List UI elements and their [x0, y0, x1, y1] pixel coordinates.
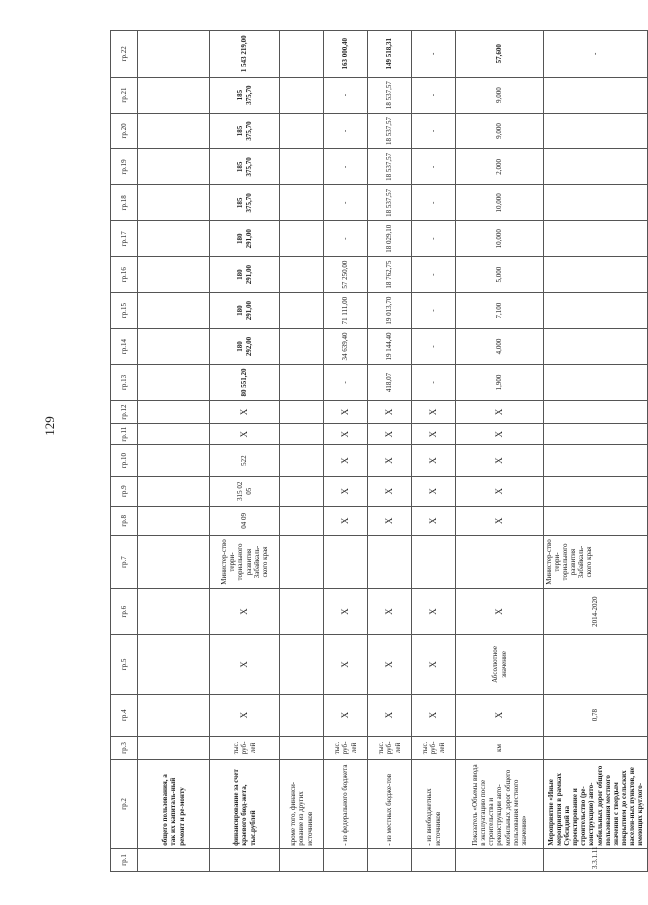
table-cell: X [456, 694, 544, 736]
table-cell: - [412, 364, 456, 400]
table-cell: X [324, 400, 368, 423]
table-cell [138, 400, 210, 423]
column-header: гр.4 [111, 694, 138, 736]
table-cell: тыс. руб-лей [368, 736, 412, 759]
table-cell [280, 329, 324, 365]
column-header: гр.5 [111, 635, 138, 694]
table-cell [544, 185, 648, 221]
column-header: гр.22 [111, 31, 138, 78]
table-cell: X [210, 588, 280, 634]
table-cell: X [324, 424, 368, 445]
table-cell: 180 292,00 [210, 329, 280, 365]
table-cell: X [368, 694, 412, 736]
table-cell: X [368, 424, 412, 445]
table-cell: X [412, 424, 456, 445]
table-cell: 18 537,57 [368, 185, 412, 221]
table-cell: 185 375,70 [210, 185, 280, 221]
table-cell: X [412, 635, 456, 694]
table-cell [138, 364, 210, 400]
column-header: гр.18 [111, 185, 138, 221]
table-cell: общего пользования, а так их капиталь-ный ремонт и ре-монту [138, 760, 210, 849]
table-cell: 0,78 [544, 694, 648, 736]
table-cell [544, 293, 648, 329]
table-cell [544, 445, 648, 477]
table-cell: X [456, 400, 544, 423]
table-cell [138, 635, 210, 694]
table-cell: 2,000 [456, 149, 544, 185]
table-cell [544, 221, 648, 257]
table-cell: 5,000 [456, 257, 544, 293]
table-cell [280, 77, 324, 113]
table-cell [544, 400, 648, 423]
table-cell [280, 364, 324, 400]
table-cell [280, 185, 324, 221]
table-cell: X [324, 476, 368, 506]
table-cell [544, 424, 648, 445]
table-viewport [110, 30, 644, 872]
table-cell: 185 375,70 [210, 149, 280, 185]
table-cell: 149 518,31 [368, 31, 412, 78]
table-cell: 163 000,40 [324, 31, 368, 78]
table-cell: 34 639,40 [324, 329, 368, 365]
table-cell: - [544, 31, 648, 78]
table-cell: X [368, 445, 412, 477]
table-cell [544, 476, 648, 506]
table-cell [544, 736, 648, 759]
table-cell [280, 506, 324, 536]
column-header: гр.9 [111, 476, 138, 506]
column-header: гр.6 [111, 588, 138, 634]
column-header: гр.21 [111, 77, 138, 113]
column-header: гр.3 [111, 736, 138, 759]
table-cell: - из федерального бюджета [324, 760, 368, 849]
table-cell [280, 476, 324, 506]
table-cell: 18 762,75 [368, 257, 412, 293]
table-cell [280, 848, 324, 871]
table-cell: X [324, 445, 368, 477]
table-cell: 57,600 [456, 31, 544, 78]
table-cell: - [412, 257, 456, 293]
table-cell: 180 291,00 [210, 221, 280, 257]
table-cell [138, 506, 210, 536]
table-cell [280, 293, 324, 329]
table-cell: 9,000 [456, 77, 544, 113]
table-cell: X [456, 588, 544, 634]
column-header: гр.2 [111, 760, 138, 849]
table-cell [280, 588, 324, 634]
table-cell [280, 400, 324, 423]
table-cell: 522 [210, 445, 280, 477]
table-cell [138, 113, 210, 149]
table-cell [324, 848, 368, 871]
table-cell [138, 149, 210, 185]
table-cell [280, 445, 324, 477]
table-cell: X [368, 635, 412, 694]
table-cell: 18 537,57 [368, 113, 412, 149]
table-cell: 18 537,57 [368, 77, 412, 113]
table-cell: 4,000 [456, 329, 544, 365]
table-cell: X [210, 635, 280, 694]
table-cell: - [324, 77, 368, 113]
header-row [111, 31, 138, 872]
table-cell [280, 536, 324, 589]
table-cell [138, 736, 210, 759]
table-cell [210, 848, 280, 871]
table-cell: X [412, 476, 456, 506]
table-cell: 418,07 [368, 364, 412, 400]
table-cell: - [412, 185, 456, 221]
table-cell: Абсолютное значение [456, 635, 544, 694]
table-row [368, 31, 412, 872]
table-cell: 18 029,10 [368, 221, 412, 257]
table-row [544, 31, 648, 872]
table-cell: тыс. руб-лей [324, 736, 368, 759]
table-cell [138, 31, 210, 78]
table-cell: 10,000 [456, 221, 544, 257]
table-cell: - из местных бюдже-тов [368, 760, 412, 849]
table-cell: - из внебюджетных источников [412, 760, 456, 849]
table-cell: 9,000 [456, 113, 544, 149]
table-cell: Министер-ство терри-ториального развития Забайкаль-ского края [544, 536, 648, 589]
table-cell: 57 250,00 [324, 257, 368, 293]
table-row [138, 31, 210, 872]
column-header: гр.20 [111, 113, 138, 149]
table-cell: X [324, 694, 368, 736]
table-cell [138, 257, 210, 293]
table-cell: - [412, 329, 456, 365]
table-cell: Министер-ство терри-ториального развития Забайкаль-ского края [210, 536, 280, 589]
table-cell: 71 111,00 [324, 293, 368, 329]
table-cell [138, 77, 210, 113]
table-cell: 180 291,00 [210, 257, 280, 293]
column-header: гр.8 [111, 506, 138, 536]
table-cell [280, 635, 324, 694]
table-cell: X [412, 588, 456, 634]
table-cell: 185 375,70 [210, 113, 280, 149]
column-header: гр.12 [111, 400, 138, 423]
table-cell: км [456, 736, 544, 759]
column-header: гр.13 [111, 364, 138, 400]
table-cell [368, 848, 412, 871]
table-cell: X [412, 400, 456, 423]
table-cell [544, 113, 648, 149]
table-cell: - [324, 149, 368, 185]
table-cell: 80 551,20 [210, 364, 280, 400]
table-cell: - [324, 113, 368, 149]
table-cell: 18 537,57 [368, 149, 412, 185]
table-row [280, 31, 324, 872]
table-cell [138, 329, 210, 365]
table-cell: тыс. руб-лей [412, 736, 456, 759]
table-cell: X [456, 424, 544, 445]
table-cell [280, 221, 324, 257]
table-cell: X [210, 694, 280, 736]
table-cell: Мероприятие «Иные мероприятия в рамках Субсидий на проектирование и строительство (ре-конструкцию) авто-мобильных дорог общего пользования местного значения с твердым покрытием до сельских населен-ных пунктов, не имеющих круглого- [544, 760, 648, 849]
table-row [210, 31, 280, 872]
table-cell: 04 09 [210, 506, 280, 536]
table-cell: 315 02 05 [210, 476, 280, 506]
table-cell: 1,900 [456, 364, 544, 400]
table-cell: тыс. руб-лей [210, 736, 280, 759]
table-cell: - [324, 221, 368, 257]
table-cell: 7,100 [456, 293, 544, 329]
table-cell: - [412, 77, 456, 113]
table-cell [280, 257, 324, 293]
table-cell [138, 424, 210, 445]
table-cell: X [324, 588, 368, 634]
column-header: гр.19 [111, 149, 138, 185]
table-cell [280, 149, 324, 185]
table-cell: - [412, 113, 456, 149]
table-cell: X [210, 424, 280, 445]
column-header: гр.11 [111, 424, 138, 445]
table-cell [138, 445, 210, 477]
program-table [110, 30, 648, 872]
table-row [456, 31, 544, 872]
table-cell: X [210, 400, 280, 423]
table-cell [138, 185, 210, 221]
table-cell: 10,000 [456, 185, 544, 221]
table-cell [280, 113, 324, 149]
table-cell [544, 329, 648, 365]
table-cell [138, 476, 210, 506]
table-cell [138, 293, 210, 329]
table-cell: - [324, 185, 368, 221]
table-cell: X [412, 694, 456, 736]
table-cell: 1 543 219,00 [210, 31, 280, 78]
column-header: гр.1 [111, 848, 138, 871]
table-cell: - [412, 293, 456, 329]
table-cell: - [412, 149, 456, 185]
table-row [412, 31, 456, 872]
page-number: 129 [42, 416, 57, 436]
table-cell [544, 257, 648, 293]
column-header: гр.15 [111, 293, 138, 329]
table-cell [138, 588, 210, 634]
table-cell [138, 694, 210, 736]
table-cell: 185 375,70 [210, 77, 280, 113]
table-cell [544, 364, 648, 400]
table-cell [280, 694, 324, 736]
table-cell: X [456, 506, 544, 536]
table-cell [138, 536, 210, 589]
table-cell [412, 848, 456, 871]
table-cell [544, 77, 648, 113]
table-cell [412, 536, 456, 589]
table-cell: 3.3.1.11 [544, 848, 648, 871]
table-cell [138, 848, 210, 871]
table-cell: 19 013,70 [368, 293, 412, 329]
table-cell: X [368, 588, 412, 634]
table-cell: финансирование за счет краевого бюд-жета, тыс.рублей [210, 760, 280, 849]
table-cell [456, 848, 544, 871]
table-cell: X [368, 400, 412, 423]
table-cell: X [456, 476, 544, 506]
table-cell: 180 291,00 [210, 293, 280, 329]
table-row [324, 31, 368, 872]
table-cell [544, 506, 648, 536]
table-cell: Показатель «Объемы ввода в эксплуатацию после строительства и реконструкции авто-мобильных дорог общего пользования местного значения» [456, 760, 544, 849]
column-header: гр.10 [111, 445, 138, 477]
column-header: гр.16 [111, 257, 138, 293]
table-cell: - [412, 31, 456, 78]
table-cell [544, 635, 648, 694]
table-cell: X [368, 506, 412, 536]
table-cell [280, 31, 324, 78]
rotated-sheet [110, 30, 644, 872]
table-cell [280, 736, 324, 759]
table-cell: кроме того, финанси-рование из других источников [280, 760, 324, 849]
table-cell: X [368, 476, 412, 506]
column-header: гр.17 [111, 221, 138, 257]
table-cell: X [412, 445, 456, 477]
table-cell: X [412, 506, 456, 536]
table-cell [544, 149, 648, 185]
table-cell: 2014-2020 [544, 588, 648, 634]
table-cell [324, 536, 368, 589]
table-cell [138, 221, 210, 257]
table-cell [368, 536, 412, 589]
column-header: гр.14 [111, 329, 138, 365]
table-cell: X [324, 506, 368, 536]
table-cell: 19 144,40 [368, 329, 412, 365]
table-cell [280, 424, 324, 445]
column-header: гр.7 [111, 536, 138, 589]
table-cell: X [456, 445, 544, 477]
table-cell [456, 536, 544, 589]
table-cell: - [324, 364, 368, 400]
table-cell: X [324, 635, 368, 694]
table-cell: - [412, 221, 456, 257]
